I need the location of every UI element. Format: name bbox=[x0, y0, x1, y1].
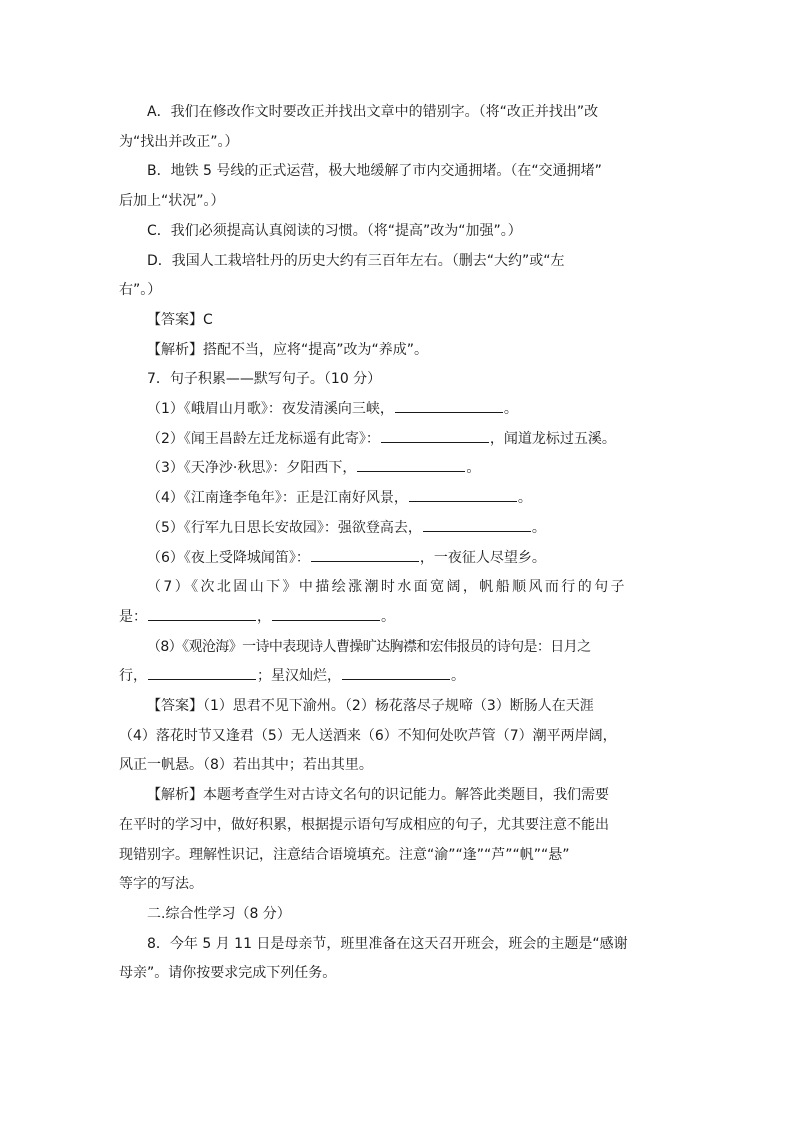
answer-blank[interactable] bbox=[148, 606, 256, 621]
document-body bbox=[119, 98, 667, 989]
fill-item-5 bbox=[119, 514, 667, 544]
fill-suffix: 。 bbox=[531, 519, 546, 536]
option-d-line1: D．我国人工栽培牡丹的历史大约有三百年左右。（删去“大约”或“左 bbox=[147, 252, 565, 269]
fill-prompt: （2）《闻王昌龄左迁龙标遥有此寄》： bbox=[147, 430, 380, 447]
fill-item-1 bbox=[119, 395, 667, 425]
fill-prompt: （3）《天净沙·秋思》：夕阳西下， bbox=[147, 460, 357, 477]
option-a-line2: 为“找出并改正”。） bbox=[119, 133, 239, 150]
fill-item-7-line1: （7）《次北固山下》中描绘涨潮时水面宽阔，帆船顺风而行的句子 bbox=[147, 579, 627, 596]
question-8-line1: 8．今年 5 月 11 日是母亲节，班里准备在这天召开班会，班会的主题是“感谢 bbox=[147, 935, 628, 952]
answer-blank[interactable] bbox=[148, 665, 256, 680]
fill-separator: ；星汉灿烂， bbox=[257, 668, 341, 685]
fill-prompt: （4）《江南逢李龟年》：正是江南好风景， bbox=[147, 490, 408, 507]
answer-blank[interactable] bbox=[423, 517, 531, 532]
section-2-heading: 二.综合性学习（8 分） bbox=[147, 905, 291, 922]
analysis-7-line4: 等字的写法。 bbox=[119, 876, 203, 893]
answer-7-line3: 风正一帆悬。（8）若出其中；若出其里。 bbox=[119, 757, 373, 774]
fill-prompt: （1）《峨眉山月歌》：夜发清溪向三峡， bbox=[147, 401, 394, 418]
fill-prompt: （6）《夜上受降城闻笛》： bbox=[147, 549, 310, 566]
answer-6: 【答案】C bbox=[147, 311, 213, 328]
answer-7-line2: （4）落花时节又逢君（5）无人送酒来（6）不知何处吹芦管（7）潮平两岸阔， bbox=[119, 727, 617, 744]
fill-suffix: ，闻道龙标过五溪。 bbox=[489, 430, 616, 447]
answer-blank[interactable] bbox=[395, 398, 503, 413]
option-b-line2: 后加上“状况”。） bbox=[119, 193, 225, 210]
option-a-line1: A．我们在修改作文时要改正并找出文章中的错别字。（将“改正并找出”改 bbox=[147, 104, 599, 120]
question-8-line2: 母亲”。请你按要求完成下列任务。 bbox=[119, 965, 337, 982]
fill-item-6 bbox=[119, 544, 667, 574]
fill-item-7-line2 bbox=[119, 603, 667, 633]
answer-blank[interactable] bbox=[357, 457, 465, 472]
fill-item-8-line1: （8）《观沧海》一诗中表现诗人曹操旷达胸襟和宏伟报员的诗句是：日月之 bbox=[147, 638, 591, 655]
fill-item-2 bbox=[119, 425, 667, 455]
fill-suffix: 。 bbox=[381, 608, 395, 625]
option-c: C．我们必须提高认真阅读的习惯。（将“提高”改为“加强”。） bbox=[147, 222, 522, 239]
analysis-7-line2: 在平时的学习中，做好积累，根据提示语句写成相应的句子，尤其要注意不能出 bbox=[119, 816, 609, 833]
answer-blank[interactable] bbox=[311, 547, 419, 562]
fill-suffix: 。 bbox=[451, 668, 465, 685]
option-b-line1: B．地铁 5 号线的正式运营，极大地缓解了市内交通拥堵。（在“交通拥堵” bbox=[147, 163, 602, 180]
fill-prompt: （5）《行军九日思长安故园》：强欲登高去， bbox=[147, 519, 422, 536]
fill-item-8-line2 bbox=[119, 662, 667, 692]
option-d-line2: 右”。） bbox=[119, 282, 162, 299]
answer-7-line1: 【答案】（1）思君不见下渝州。（2）杨花落尽子规啼（3）断肠人在天涯 bbox=[147, 698, 594, 715]
fill-item-4 bbox=[119, 484, 667, 514]
answer-blank[interactable] bbox=[409, 487, 517, 502]
fill-item-3 bbox=[119, 454, 667, 484]
fill-suffix: 。 bbox=[503, 401, 518, 418]
answer-blank[interactable] bbox=[381, 428, 489, 443]
analysis-7-line1: 【解析】本题考查学生对古诗文名句的识记能力。解答此类题目，我们需要 bbox=[147, 787, 609, 804]
answer-blank[interactable] bbox=[342, 665, 450, 680]
fill-prompt: 是： bbox=[119, 608, 147, 625]
fill-suffix: 。 bbox=[517, 490, 532, 507]
fill-suffix: ，一夜征人尽望乡。 bbox=[419, 549, 546, 566]
question-7-title: 7．句子积累——默写句子。（10 分） bbox=[147, 371, 382, 388]
fill-prompt: 行， bbox=[119, 668, 147, 685]
analysis-7-line3: 现错别字。理解性识记，注意结合语境填充。注意“渝”“逢”“芦”“帆”“悬” bbox=[119, 846, 570, 863]
fill-suffix: 。 bbox=[466, 460, 481, 477]
analysis-6: 【解析】搭配不当，应将“提高”改为“养成”。 bbox=[147, 341, 429, 358]
fill-separator: ， bbox=[257, 608, 271, 625]
answer-blank[interactable] bbox=[272, 606, 380, 621]
